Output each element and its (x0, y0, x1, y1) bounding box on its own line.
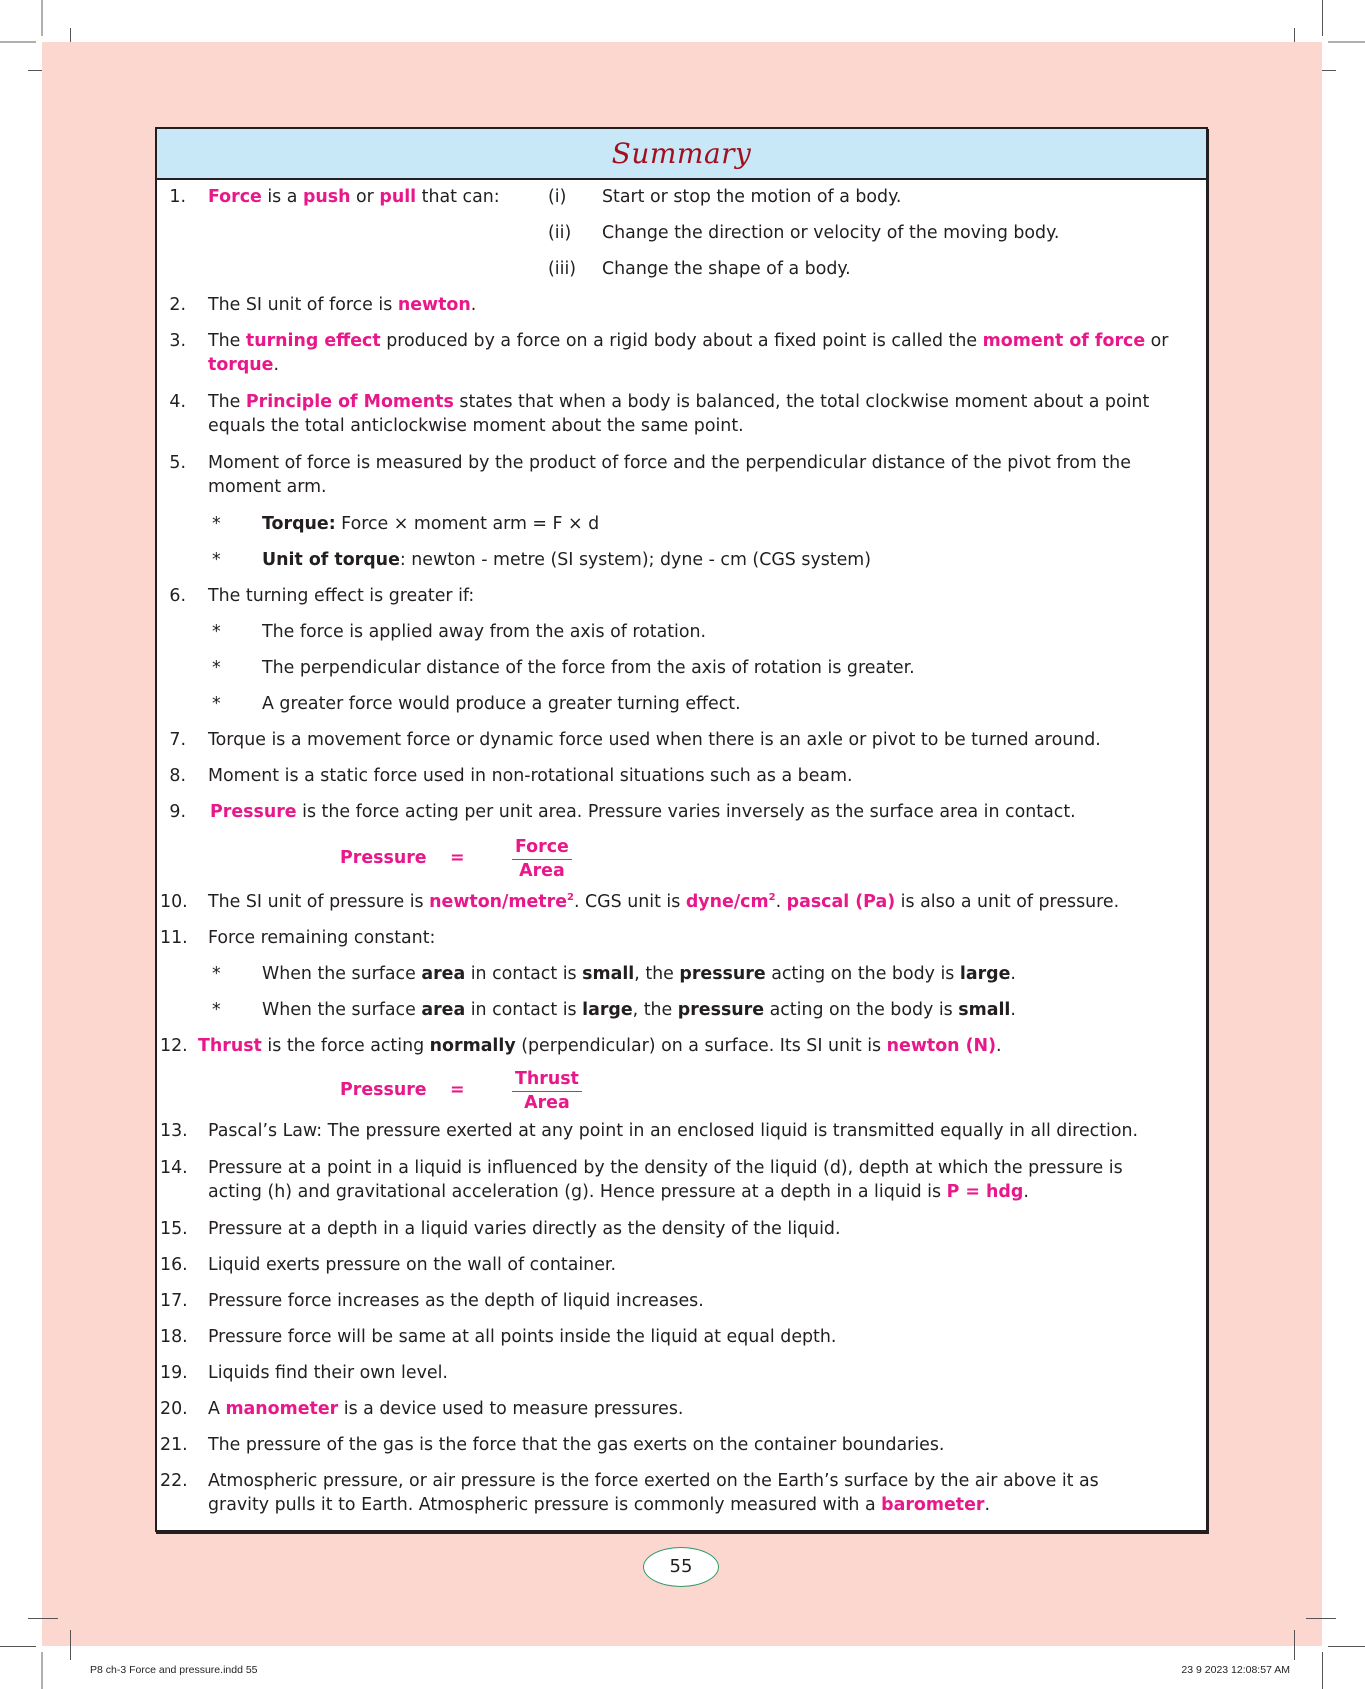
sub-item: (ii) Change the direction or velocity of the moving body. (548, 223, 1060, 243)
crop-mark (28, 1618, 58, 1619)
footer-filename: P8 ch-3 Force and pressure.indd 55 (90, 1664, 258, 1676)
crop-mark (41, 1652, 43, 1689)
bullet: * Unit of torque: newton - metre (SI system); dyne - cm (CGS system) (212, 550, 872, 570)
crop-mark (1322, 1652, 1323, 1689)
sub-item: (i) Start or stop the motion of a body. (548, 187, 902, 207)
summary-header (157, 129, 1206, 180)
footer-timestamp: 23 9 2023 12:08:57 AM (1181, 1664, 1290, 1676)
page-number: 55 (643, 1547, 719, 1587)
crop-mark (41, 0, 43, 36)
crop-mark (1306, 1618, 1336, 1619)
crop-mark (1322, 0, 1323, 36)
formula-pressure-force-area: Pressure = Force Area (340, 836, 580, 886)
crop-mark (0, 1646, 36, 1647)
bullet: * A greater force would produce a greater turning effect. (212, 694, 741, 714)
bullet: * Torque: Force × moment arm = F × d (212, 514, 600, 534)
summary-title: Summary (611, 137, 752, 170)
crop-mark (70, 1630, 71, 1660)
sub-item: (iii) Change the shape of a body. (548, 259, 851, 279)
bullet: * When the surface area in contact is large, the pressure acting on the body is small. (212, 1000, 1016, 1020)
crop-mark (0, 41, 36, 43)
bullet: * When the surface area in contact is small, the pressure acting on the body is large. (212, 964, 1016, 984)
bullet: * The perpendicular distance of the force from the axis of rotation is greater. (212, 658, 915, 678)
bullet: * The force is applied away from the axis of rotation. (212, 622, 707, 642)
crop-mark (1328, 41, 1365, 43)
formula-pressure-thrust-area: Pressure = Thrust Area (340, 1068, 580, 1118)
crop-mark (1294, 1630, 1295, 1660)
crop-mark (1328, 1646, 1365, 1647)
